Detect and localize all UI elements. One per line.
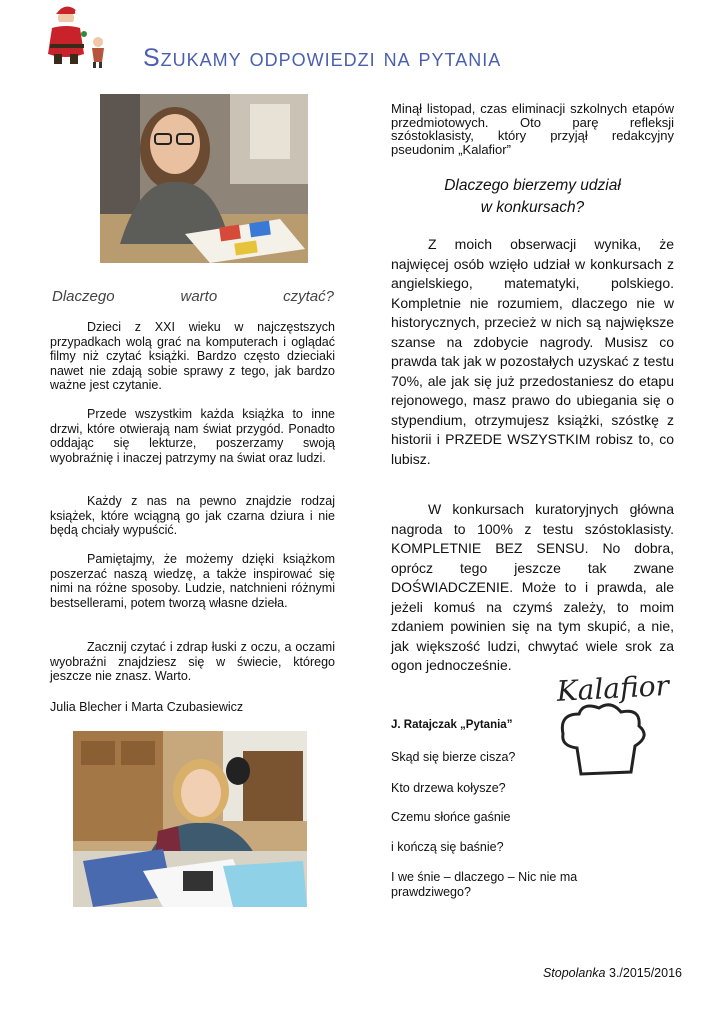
poem-line-3: Czemu słońce gaśnie [391,810,511,824]
left-paragraph-3: Każdy z nas na pewno znajdzie rodzaj książek, które wciągną go jak czarna dziura i nie będą chciały wypuścić. [50,494,335,537]
intro-text: Minął listopad, czas eliminacji szkolnych etapów przedmiotowych. Oto parę refleksji szóstoklasisty, który przyjął redakcyjny pseudonim „Kalafior” [391,101,674,157]
signature-text: Kalafior [555,668,670,708]
poem-line-4: i kończą się baśnie? [391,840,504,854]
page-title: Szukamy odpowiedzi na pytania [143,44,502,72]
photo-girl-reading-comic [100,94,308,263]
poem-line-1: Skąd się bierze cisza? [391,750,516,764]
photo-girl-with-magazines [73,731,307,907]
left-paragraph-2: Przede wszystkim każda książka to inne drzwi, które otwierają nam świat przygód. Ponadto oddając się lekturze, poszerzamy swoją wyobraźnię i inaczej patrzymy na świat oraz ludzi. [50,407,335,465]
left-paragraph-5: Zacznij czytać i zdrap łuski z oczu, a oczami wyobraźni znajdziesz się w świecie, którego jeszcze nie znasz. Warto. [50,640,335,683]
issue-number: 3./2015/2016 [609,966,682,980]
poem-line-2: Kto drzewa kołysze? [391,781,506,795]
left-paragraph-4: Pamiętajmy, że możemy dzięki książkom poszerzać naszą wiedzę, a także inspirować się nimi na różne sposoby. Ludzie, natchnieni różnymi bestsellerami, potem tworzą własne dzieła. [50,552,335,610]
right-paragraph-2: W konkursach kuratoryjnych główna nagroda to 100% z testu szóstoklasisty. KOMPLETNIE BEZ SENSU. No dobra, oprócz tego jeszcze tak zwane DOŚWIADCZENIE. Może to i prawda, ale jeżeli komuś na czymś zależy, to moim zdaniem powinien się na tym skupić, a nie, jak większość ludzi, chwytać wiele srok za ogon jednocześnie. [391,501,674,673]
left-heading: Dlaczego warto czytać? [52,288,334,305]
kalafior-signature-drawing [551,664,679,780]
santa-claus-clipart-icon [40,4,110,70]
right-heading: Dlaczego bierzemy udział w konkursach? [444,177,621,216]
page-footer [543,966,682,980]
left-paragraph-1: Dzieci z XXI wieku w najczęstszych przypadkach wolą grać na komputerach i oglądać filmy niż czytać książki. Bardzo często dzieciaki nawet nie zdają sobie sprawy z tego, jak bardzo ważne jest czytanie. [50,320,335,392]
left-authors: Julia Blecher i Marta Czubasiewicz [50,700,244,714]
right-paragraph-1: Z moich obserwacji wynika, że najwięcej osób wzięło udział w konkursach z angielskiego, matematyki, polskiego. Kompletnie nie rozumiem, dlaczego nie w historycznych, przecież w nich są największe szanse na zdobycie nagrody. Musisz co prawda tak jak w pozostałych uzyskać z testu 70%, ale jak się już przedostaniesz do etapu rejonowego, masz prawo do ubiegania się o stypendium, otrzymujesz książki, szóstkę z historii i PRZEDE WSZYSTKIM robisz to, co lubisz. [391,236,674,467]
poem-line-5: I we śnie – dlaczego – Nic nie ma prawdziwego? [391,870,578,899]
magazine-name: Stopolanka [542,966,606,980]
poem-title: J. Ratajczak „Pytania” [391,719,513,731]
